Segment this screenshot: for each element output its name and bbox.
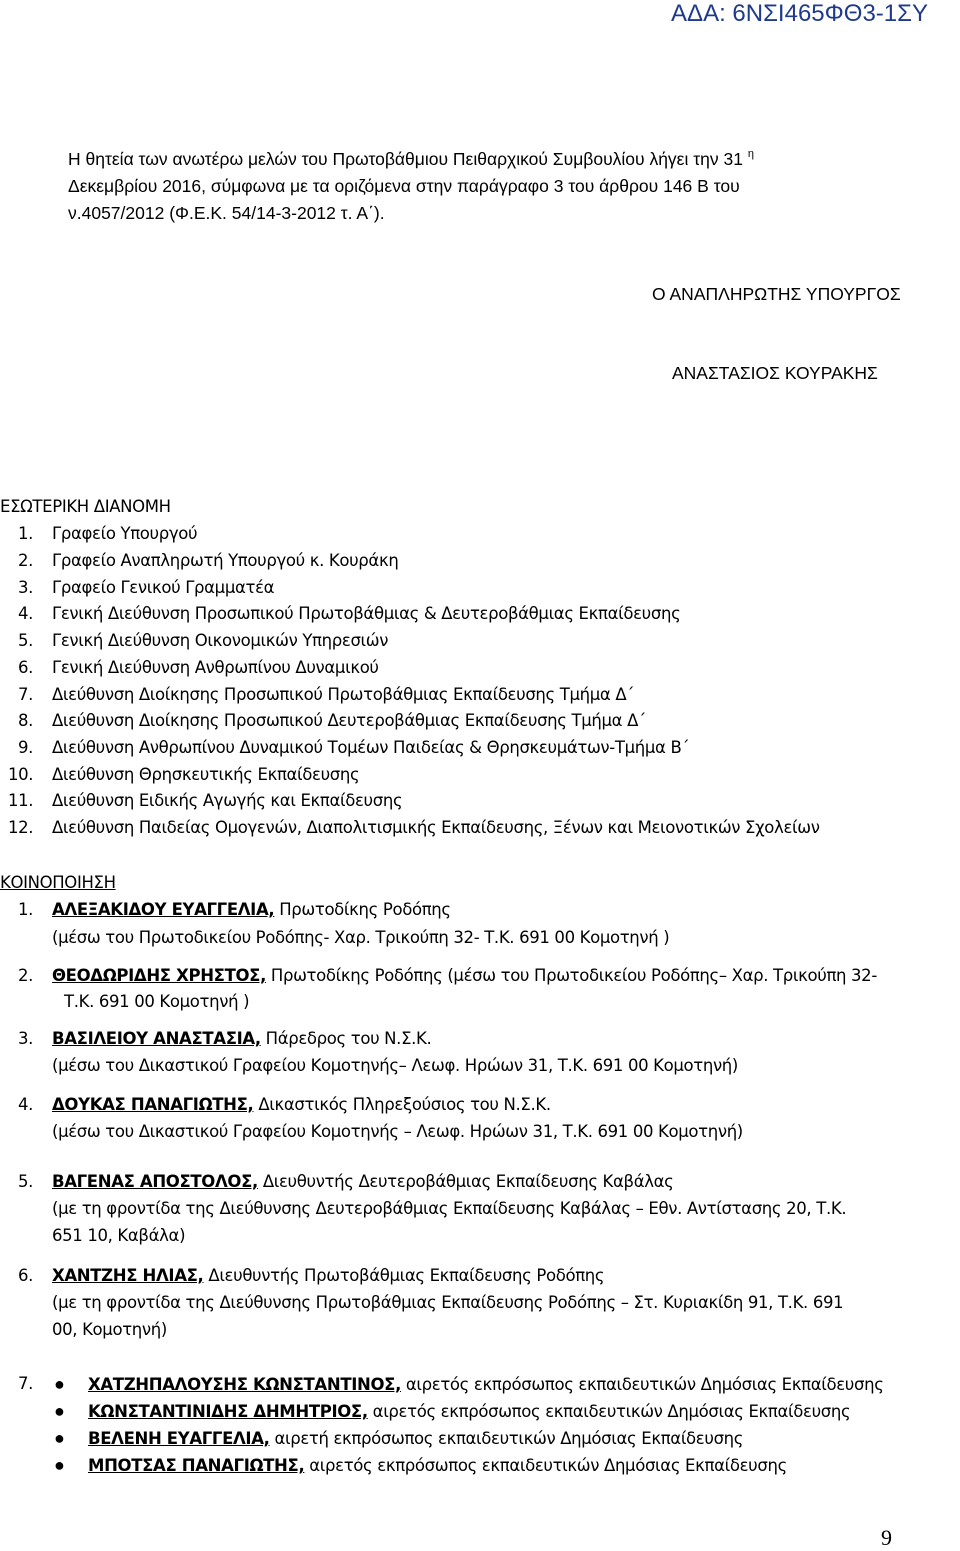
cc-item-name: ΒΑΣΙΛΕΙΟΥ ΑΝΑΣΤΑΣΙΑ,: [52, 1029, 261, 1048]
list-item-text: Διεύθυνση Ανθρωπίνου Δυναμικού Τομέων Παιδείας & Θρησκευμάτων-Τμήμα Β΄: [52, 738, 690, 757]
list-item-text: Γραφείο Γενικού Γραμματέα: [52, 578, 275, 597]
cc-item-name: ΑΛΕΞΑΚΙΔΟΥ ΕΥΑΓΓΕΛΙΑ,: [52, 900, 275, 919]
cc-item-first-line: [52, 1095, 551, 1114]
cc-item-detail-line: (με τη φροντίδα της Διεύθυνσης Πρωτοβάθμιας Εκπαίδευσης Ροδόπης – Στ. Κυριακίδη 91, Τ.Κ. 691: [52, 1293, 844, 1312]
intro-line-1-text: Η θητεία των ανωτέρω μελών του Πρωτοβάθμιου Πειθαρχικού Συμβουλίου λήγει την 31: [68, 149, 743, 169]
bullet-item-name: ΜΠΟΤΣΑΣ ΠΑΝΑΓΙΩΤΗΣ,: [88, 1456, 305, 1475]
cc-item-role: Πρωτοδίκης Ροδόπης: [274, 900, 451, 919]
bullet-icon: ●: [54, 1428, 65, 1448]
cc-item-number: 5.: [18, 1172, 34, 1191]
cc-item-first-line: [52, 966, 877, 985]
list-item-number: 2.: [18, 551, 34, 570]
intro-line-2: Δεκεμβρίου 2016, σύμφωνα με τα οριζόμενα στην παράγραφο 3 του άρθρου 146 Β του: [68, 176, 740, 196]
bullet-item: [88, 1456, 787, 1475]
list-item-number: 4.: [18, 604, 34, 623]
cc-item-name: ΧΑΝΤΖΗΣ ΗΛΙΑΣ,: [52, 1266, 204, 1285]
signature-name: ΑΝΑΣΤΑΣΙΟΣ ΚΟΥΡΑΚΗΣ: [672, 363, 878, 383]
signature-title: Ο ΑΝΑΠΛΗΡΩΤΗΣ ΥΠΟΥΡΓΟΣ: [652, 284, 901, 304]
cc-item-detail-line: Τ.Κ. 691 00 Κομοτηνή ): [64, 992, 250, 1011]
cc-item-first-line: [52, 900, 451, 919]
page-number: 9: [881, 1525, 892, 1550]
cc-item-role: Διευθυντής Δευτεροβάθμιας Εκπαίδευσης Καβάλας: [257, 1172, 674, 1191]
intro-line-3: ν.4057/2012 (Φ.Ε.Κ. 54/14-3-2012 τ. Α΄).: [68, 203, 385, 223]
cc-item-number: 7.: [18, 1374, 34, 1393]
cc-item-first-line: [52, 1266, 604, 1285]
cc-item-number: 4.: [18, 1095, 34, 1114]
list-item-text: Γενική Διεύθυνση Προσωπικού Πρωτοβάθμιας & Δευτεροβάθμιας Εκπαίδευσης: [52, 604, 681, 623]
ada-code: ΑΔΑ: 6ΝΣΙ465ΦΘ3-1ΣΥ: [671, 0, 928, 27]
bullet-item: [88, 1375, 884, 1394]
cc-item-detail-line: (μέσω του Δικαστικού Γραφείου Κομοτηνής– Λεωφ. Ηρώων 31, Τ.Κ. 691 00 Κομοτηνή): [52, 1056, 739, 1075]
cc-item-number: 3.: [18, 1029, 34, 1048]
list-item-number: 9.: [18, 738, 34, 757]
list-item-text: Γενική Διεύθυνση Οικονομικών Υπηρεσιών: [52, 631, 389, 650]
bullet-icon: ●: [54, 1455, 65, 1475]
bullet-item: [88, 1429, 743, 1448]
cc-item-role: Δικαστικός Πληρεξούσιος του Ν.Σ.Κ.: [253, 1095, 551, 1114]
cc-item-role: Διευθυντής Πρωτοβάθμιας Εκπαίδευσης Ροδόπης: [203, 1266, 605, 1285]
cc-item-role: Πρωτοδίκης Ροδόπης (μέσω του Πρωτοδικείου Ροδόπης– Χαρ. Τρικούπη 32-: [266, 966, 877, 985]
cc-item-detail-line: 651 10, Καβάλα): [52, 1226, 186, 1245]
bullet-item-role: αιρετός εκπρόσωπος εκπαιδευτικών Δημόσιας Εκπαίδευσης: [401, 1375, 884, 1394]
list-item-text: Διεύθυνση Θρησκευτικής Εκπαίδευσης: [52, 765, 360, 784]
list-item-number: 7.: [18, 685, 34, 704]
list-item-text: Γραφείο Αναπληρωτή Υπουργού κ. Κουράκη: [52, 551, 399, 570]
cc-item-first-line: [52, 1172, 674, 1191]
list-item-text: Διεύθυνση Διοίκησης Προσωπικού Πρωτοβάθμιας Εκπαίδευσης Τμήμα Δ΄: [52, 685, 635, 704]
cc-item-number: 1.: [18, 900, 34, 919]
cc-item-role: Πάρεδρος του Ν.Σ.Κ.: [260, 1029, 432, 1048]
bullet-item: [88, 1402, 850, 1421]
list-item-text: Διεύθυνση Ειδικής Αγωγής και Εκπαίδευσης: [52, 791, 403, 810]
list-item-number: 6.: [18, 658, 34, 677]
list-item-number: 1.: [18, 524, 34, 543]
cc-item-detail-line: 00, Κομοτηνή): [52, 1320, 167, 1339]
list-item-text: Διεύθυνση Διοίκησης Προσωπικού Δευτεροβάθμιας Εκπαίδευσης Τμήμα Δ΄: [52, 711, 646, 730]
list-item-text: Γραφείο Υπουργού: [52, 524, 198, 543]
bullet-item-name: ΚΩΝΣΤΑΝΤΙΝΙΔΗΣ ΔΗΜΗΤΡΙΟΣ,: [88, 1402, 368, 1421]
list-item-text: Διεύθυνση Παιδείας Ομογενών, Διαπολιτισμικής Εκπαίδευσης, Ξένων και Μειονοτικών Σχολείων: [52, 818, 820, 837]
internal-distribution-heading: ΕΣΩΤΕΡΙΚΗ ΔΙΑΝΟΜΗ: [0, 497, 171, 516]
list-item-number: 8.: [18, 711, 34, 730]
cc-item-first-line: [52, 1029, 431, 1048]
cc-item-detail-line: (μέσω του Δικαστικού Γραφείου Κομοτηνής – Λεωφ. Ηρώων 31, Τ.Κ. 691 00 Κομοτηνή): [52, 1122, 743, 1141]
list-item-number: 3.: [18, 578, 34, 597]
bullet-icon: ●: [54, 1374, 65, 1394]
bullet-item-name: ΒΕΛΕΝΗ ΕΥΑΓΓΕΛΙΑ,: [88, 1429, 270, 1448]
bullet-item-role: αιρετός εκπρόσωπος εκπαιδευτικών Δημόσιας Εκπαίδευσης: [304, 1456, 787, 1475]
list-item-number: 11.: [8, 791, 34, 810]
list-item-number: 10.: [8, 765, 34, 784]
cc-item-name: ΘΕΟΔΩΡΙΔΗΣ ΧΡΗΣΤΟΣ,: [52, 966, 267, 985]
cc-item-name: ΒΑΓΕΝΑΣ ΑΠΟΣΤΟΛΟΣ,: [52, 1172, 258, 1191]
cc-item-number: 6.: [18, 1266, 34, 1285]
bullet-icon: ●: [54, 1401, 65, 1421]
cc-heading: ΚΟΙΝΟΠΟΙΗΣΗ: [0, 873, 116, 892]
bullet-item-name: ΧΑΤΖΗΠΑΛΟΥΣΗΣ ΚΩΝΣΤΑΝΤΙΝΟΣ,: [88, 1375, 401, 1394]
cc-item-detail-line: (με τη φροντίδα της Διεύθυνσης Δευτεροβάθμιας Εκπαίδευσης Καβάλας – Εθν. Αντίστασης 20, Τ.Κ.: [52, 1199, 847, 1218]
intro-line-1: [68, 149, 754, 170]
cc-item-detail-line: (μέσω του Πρωτοδικείου Ροδόπης- Χαρ. Τρικούπη 32- Τ.Κ. 691 00 Κομοτηνή ): [52, 928, 670, 947]
bullet-item-role: αιρετός εκπρόσωπος εκπαιδευτικών Δημόσιας Εκπαίδευσης: [367, 1402, 851, 1421]
list-item-text: Γενική Διεύθυνση Ανθρωπίνου Δυναμικού: [52, 658, 379, 677]
list-item-number: 5.: [18, 631, 34, 650]
intro-superscript: η: [747, 148, 754, 160]
list-item-number: 12.: [8, 818, 34, 837]
bullet-item-role: αιρετή εκπρόσωπος εκπαιδευτικών Δημόσιας Εκπαίδευσης: [269, 1429, 744, 1448]
cc-item-number: 2.: [18, 966, 34, 985]
cc-item-name: ΔΟΥΚΑΣ ΠΑΝΑΓΙΩΤΗΣ,: [52, 1095, 254, 1114]
